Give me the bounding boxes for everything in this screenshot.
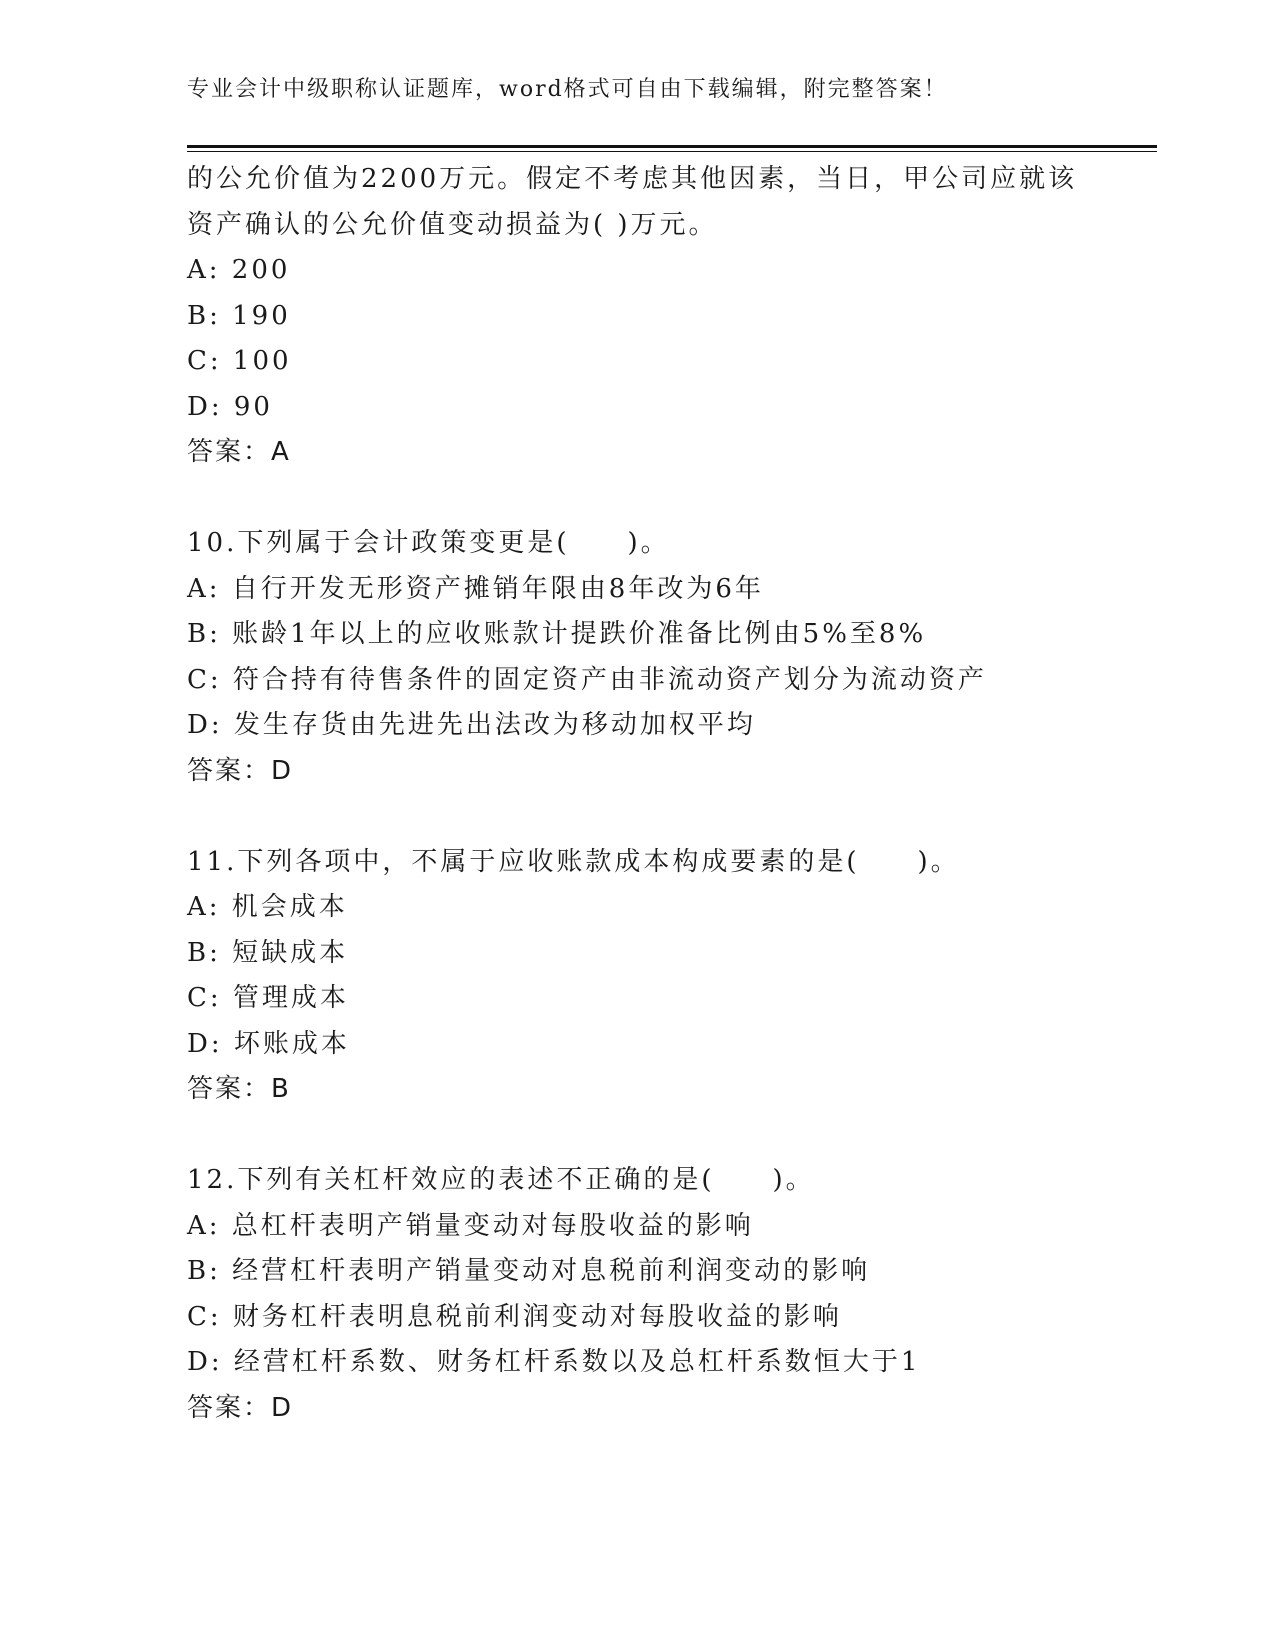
question-stem-line: 资产确认的公允价值变动损益为( )万元。 — [187, 209, 718, 240]
answer-line: 答案：D — [187, 1392, 294, 1423]
option-d: D: 坏账成本 — [187, 1028, 350, 1059]
option-d: D: 发生存货由先进先出法改为移动加权平均 — [187, 710, 756, 740]
answer-line: 答案：B — [187, 1074, 291, 1104]
option-b: B: 短缺成本 — [187, 937, 349, 968]
document-body — [187, 157, 1147, 1431]
option-c: C: 管理成本 — [187, 983, 349, 1013]
option-b: B: 经营杠杆表明产销量变动对息税前利润变动的影响 — [187, 1256, 871, 1286]
page-header: 专业会计中级职称认证题库，word格式可自由下载编辑，附完整答案！ — [187, 77, 948, 102]
question-stem: 11.下列各项中，不属于应收账款成本构成要素的是( )。 — [187, 846, 960, 877]
header-rule — [187, 145, 1157, 152]
question-stem-line: 的公允价值为2200万元。假定不考虑其他因素，当日，甲公司应就该 — [187, 164, 1078, 194]
option-a: A: 自行开发无形资产摊销年限由8年改为6年 — [187, 573, 764, 604]
spacer — [187, 1113, 1147, 1159]
question-11 — [187, 840, 1147, 1113]
option-d: D: 经营杠杆系数、财务杠杆系数以及总杠杆系数恒大于1 — [187, 1347, 921, 1377]
option-c: C: 100 — [187, 346, 292, 376]
option-c: C: 符合持有待售条件的固定资产由非流动资产划分为流动资产 — [187, 664, 987, 695]
spacer — [187, 476, 1147, 522]
option-a: A: 200 — [187, 255, 291, 285]
option-a: A: 总杠杆表明产销量变动对每股收益的影响 — [187, 1210, 754, 1241]
option-c: C: 财务杠杆表明息税前利润变动对每股收益的影响 — [187, 1301, 842, 1332]
question-10 — [187, 521, 1147, 794]
question-stem: 10.下列属于会计政策变更是( )。 — [187, 528, 670, 558]
option-d: D: 90 — [187, 391, 273, 422]
answer-line: 答案：D — [187, 755, 294, 786]
spacer — [187, 794, 1147, 840]
question-stem: 12.下列有关杠杆效应的表述不正确的是( )。 — [187, 1165, 815, 1195]
option-a: A: 机会成本 — [187, 892, 348, 922]
option-b: B: 账龄1年以上的应收账款计提跌价准备比例由5%至8% — [187, 619, 927, 649]
answer-line: 答案：A — [187, 437, 291, 467]
continued-question — [187, 157, 1147, 476]
question-12 — [187, 1158, 1147, 1431]
option-b: B: 190 — [187, 300, 291, 331]
